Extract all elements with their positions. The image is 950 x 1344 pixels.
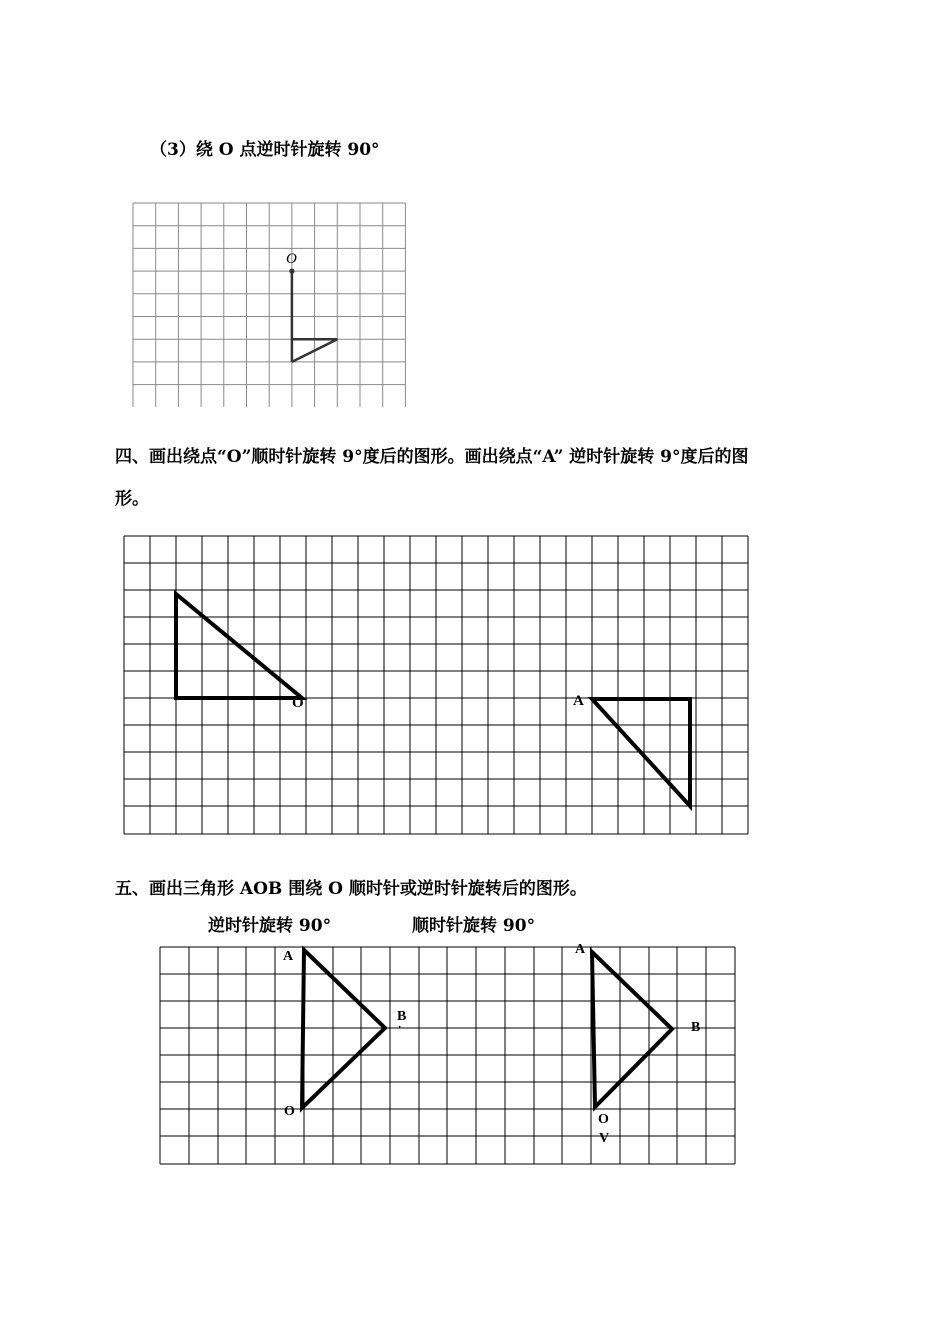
section5-right-label-b: B (691, 1020, 701, 1035)
section4-heading-line2: 形。 (115, 489, 149, 509)
section5-left-label-b-mark: · (398, 1022, 402, 1033)
section5-left-caption: 逆时针旋转 90° (208, 916, 332, 936)
section5-right-caption: 顺时针旋转 90° (412, 916, 536, 936)
section3-heading: （3）绕 O 点逆时针旋转 90° (150, 140, 380, 160)
section5-left-label-b: B (397, 1009, 407, 1024)
section5-right-label-o: O (598, 1112, 609, 1127)
section5-heading: 五、画出三角形 AOB 围绕 O 顺时针或逆时针旋转后的图形。 (115, 879, 587, 899)
section5-right-label-o-mark: V (599, 1131, 610, 1146)
section5-left-label-o: O (284, 1104, 295, 1119)
section5-right-triangle (592, 952, 672, 1107)
section5-left-label-a: A (283, 949, 294, 964)
section4-label-o: O (292, 695, 304, 711)
section4-heading-line1: 四、画出绕点“O”顺时针旋转 9°度后的图形。画出绕点“A” 逆时针旋转 9°度后的图 (115, 447, 749, 467)
section5-right-label-a: A (575, 942, 586, 957)
section3-label-o: O (286, 251, 297, 267)
section4-label-a: A (573, 693, 584, 709)
